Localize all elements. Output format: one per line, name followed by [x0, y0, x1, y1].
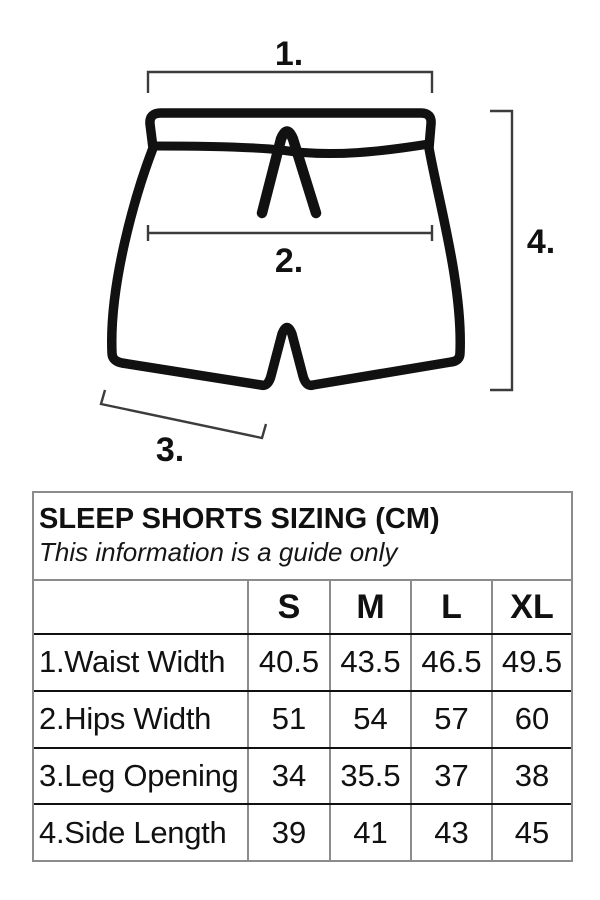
row-label: 2.Hips Width	[39, 701, 212, 737]
value-cell: 37	[410, 749, 491, 804]
row-label: 1.Waist Width	[39, 644, 226, 680]
value-cell: 43	[410, 805, 491, 860]
value-cell: 54	[329, 692, 410, 747]
dimension-line-hips	[148, 225, 432, 241]
size-header-l: L	[410, 581, 491, 633]
dimension-bracket-waist	[148, 72, 432, 93]
size-header-row	[34, 581, 571, 635]
drawstring	[262, 132, 316, 214]
sizing-table-title: SLEEP SHORTS SIZING (CM)	[39, 503, 440, 535]
sizing-table-grid	[34, 581, 571, 860]
sizing-table	[32, 491, 573, 862]
value-cell: 49.5	[491, 635, 571, 690]
value-cell: 39	[247, 805, 329, 860]
dimension-bracket-side-length	[490, 111, 512, 390]
row-label: 4.Side Length	[39, 814, 227, 850]
dimension-label-side-length: 4.	[526, 223, 556, 261]
table-row-leg-opening	[34, 749, 571, 806]
sizing-table-title-block	[34, 493, 571, 581]
value-cell: 51	[247, 692, 329, 747]
value-cell: 60	[491, 692, 571, 747]
value-cell: 35.5	[329, 749, 410, 804]
value-cell: 34	[247, 749, 329, 804]
value-cell: 38	[491, 749, 571, 804]
size-header-empty-cell	[34, 581, 247, 633]
value-cell: 40.5	[247, 635, 329, 690]
size-header-xl: XL	[491, 581, 571, 633]
table-row-side-length	[34, 805, 571, 860]
value-cell: 43.5	[329, 635, 410, 690]
row-label: 3.Leg Opening	[39, 757, 239, 793]
dimension-label-waist: 1.	[274, 35, 304, 73]
dimension-label-hips: 2.	[274, 242, 304, 280]
dimension-labels	[156, 35, 555, 469]
table-row-waist-width	[34, 635, 571, 692]
value-cell: 41	[329, 805, 410, 860]
sizing-table-subtitle: This information is a guide only	[39, 536, 398, 567]
dimension-label-leg-opening: 3.	[155, 431, 185, 469]
value-cell: 57	[410, 692, 491, 747]
size-header-m: M	[329, 581, 410, 633]
table-row-hips-width	[34, 692, 571, 749]
value-cell: 45	[491, 805, 571, 860]
size-header-s: S	[247, 581, 329, 633]
value-cell: 46.5	[410, 635, 491, 690]
